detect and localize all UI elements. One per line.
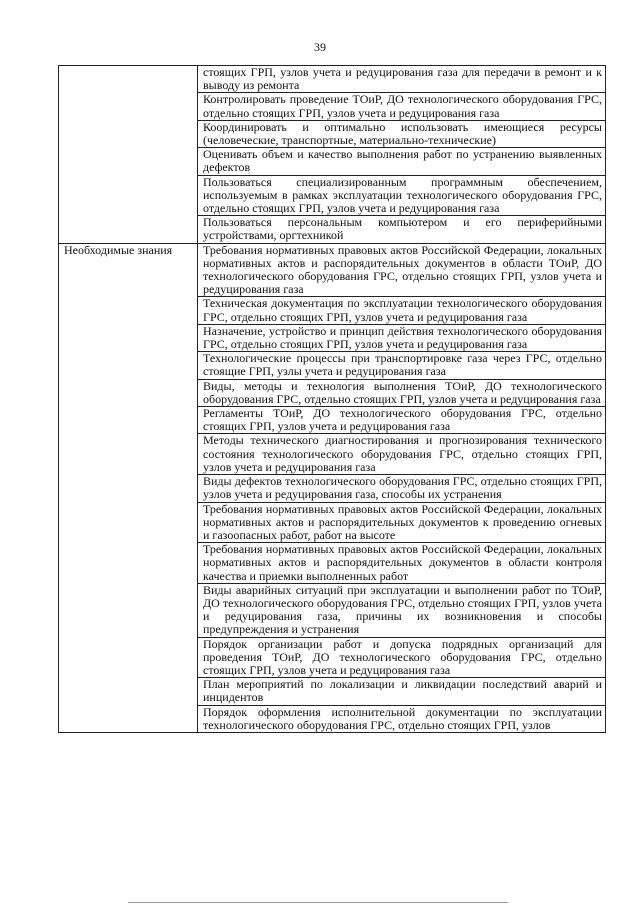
knowledge-item: Методы технического диагностирования и прогнозирования технического состояния технологического оборудования ГРС, отдельно стоящих ГРП, узлов учета и редуцирования газа — [198, 434, 606, 475]
knowledge-item: План мероприятий по локализации и ликвидации последствий аварий и инцидентов — [198, 678, 606, 705]
requirements-table — [58, 65, 606, 733]
knowledge-item: Порядок организации работ и допуска подрядных организаций для проведения ТОиР, ДО технологического оборудования ГРС, отдельно стоящих ГРП, узлов учета и редуцирования газа — [198, 637, 606, 678]
knowledge-label: Необходимые знания — [59, 243, 198, 732]
knowledge-item: Назначение, устройство и принцип действия технологического оборудования ГРС, отдельно стоящих ГРП, узлов учета и редуцирования газа — [198, 324, 606, 351]
skill-item: Пользоваться персональным компьютером и его периферийными устройствами, оргтехникой — [198, 216, 606, 243]
knowledge-item: Виды дефектов технологического оборудования ГРС, отдельно стоящих ГРП, узлов учета и редуцирования газа, способы их устранения — [198, 475, 606, 502]
skill-item: Координировать и оптимально использовать имеющиеся ресурсы (человеческие, транспортные, материально-технические) — [198, 120, 606, 147]
knowledge-item: Порядок оформления исполнительной документации по эксплуатации технологического оборудования ГРС, отдельно стоящих ГРП, узлов — [198, 705, 606, 732]
knowledge-item: Требования нормативных правовых актов Российской Федерации, локальных нормативных актов и распорядительных документов в области контроля качества и приемки выполненных работ — [198, 543, 606, 584]
knowledge-item: Требования нормативных правовых актов Российской Федерации, локальных нормативных актов и распорядительных документов к проведению огневых и газоопасных работ, работ на высоте — [198, 502, 606, 543]
knowledge-item: Технологические процессы при транспортировке газа через ГРС, отдельно стоящие ГРП, узлы учета и редуцирования газа — [198, 352, 606, 379]
table-row — [59, 66, 606, 93]
knowledge-item: Регламенты ТОиР, ДО технологического оборудования ГРС, отдельно стоящих ГРП, узлов учета и редуцирования газа — [198, 407, 606, 434]
page-number: 39 — [314, 40, 326, 54]
skill-item: стоящих ГРП, узлов учета и редуцирования газа для передачи в ремонт и к выводу из ремонта — [198, 66, 606, 93]
skill-item: Контролировать проведение ТОиР, ДО технологического оборудования ГРС, отдельно стоящих ГРП, узлов учета и редуцирования газа — [198, 93, 606, 120]
page-bottom-divider — [128, 902, 508, 903]
table-row — [59, 243, 606, 297]
skill-item: Пользоваться специализированным программным обеспечением, используемым в рамках эксплуатации технологического оборудования ГРС, отдельно стоящих ГРП, узлов учета и редуцирования газа — [198, 175, 606, 216]
knowledge-item: Требования нормативных правовых актов Российской Федерации, локальных нормативных актов и распорядительных документов в области ТОиР, ДО технологического оборудования ГРС, отдельно стоящих ГРП, узлов учета и редуцирования газа — [198, 243, 606, 297]
knowledge-item: Виды, методы и технология выполнения ТОиР, ДО технологического оборудования ГРС, отдельно стоящих ГРП, узлов учета и редуцирования газа — [198, 379, 606, 406]
knowledge-item: Техническая документация по эксплуатации технологического оборудования ГРС, отдельно стоящих ГРП, узлов учета и редуцирования газа — [198, 297, 606, 324]
requirements-table-container — [58, 65, 605, 733]
skill-item: Оценивать объем и качество выполнения работ по устранению выявленных дефектов — [198, 148, 606, 175]
knowledge-item: Виды аварийных ситуаций при эксплуатации и выполнении работ по ТОиР, ДО технологического оборудования ГРС, отдельно стоящих ГРП, узлов учета и редуцирования газа, причины их возникновения и способы предупреждения и устранения — [198, 583, 606, 637]
skills-label-cell — [59, 66, 198, 244]
